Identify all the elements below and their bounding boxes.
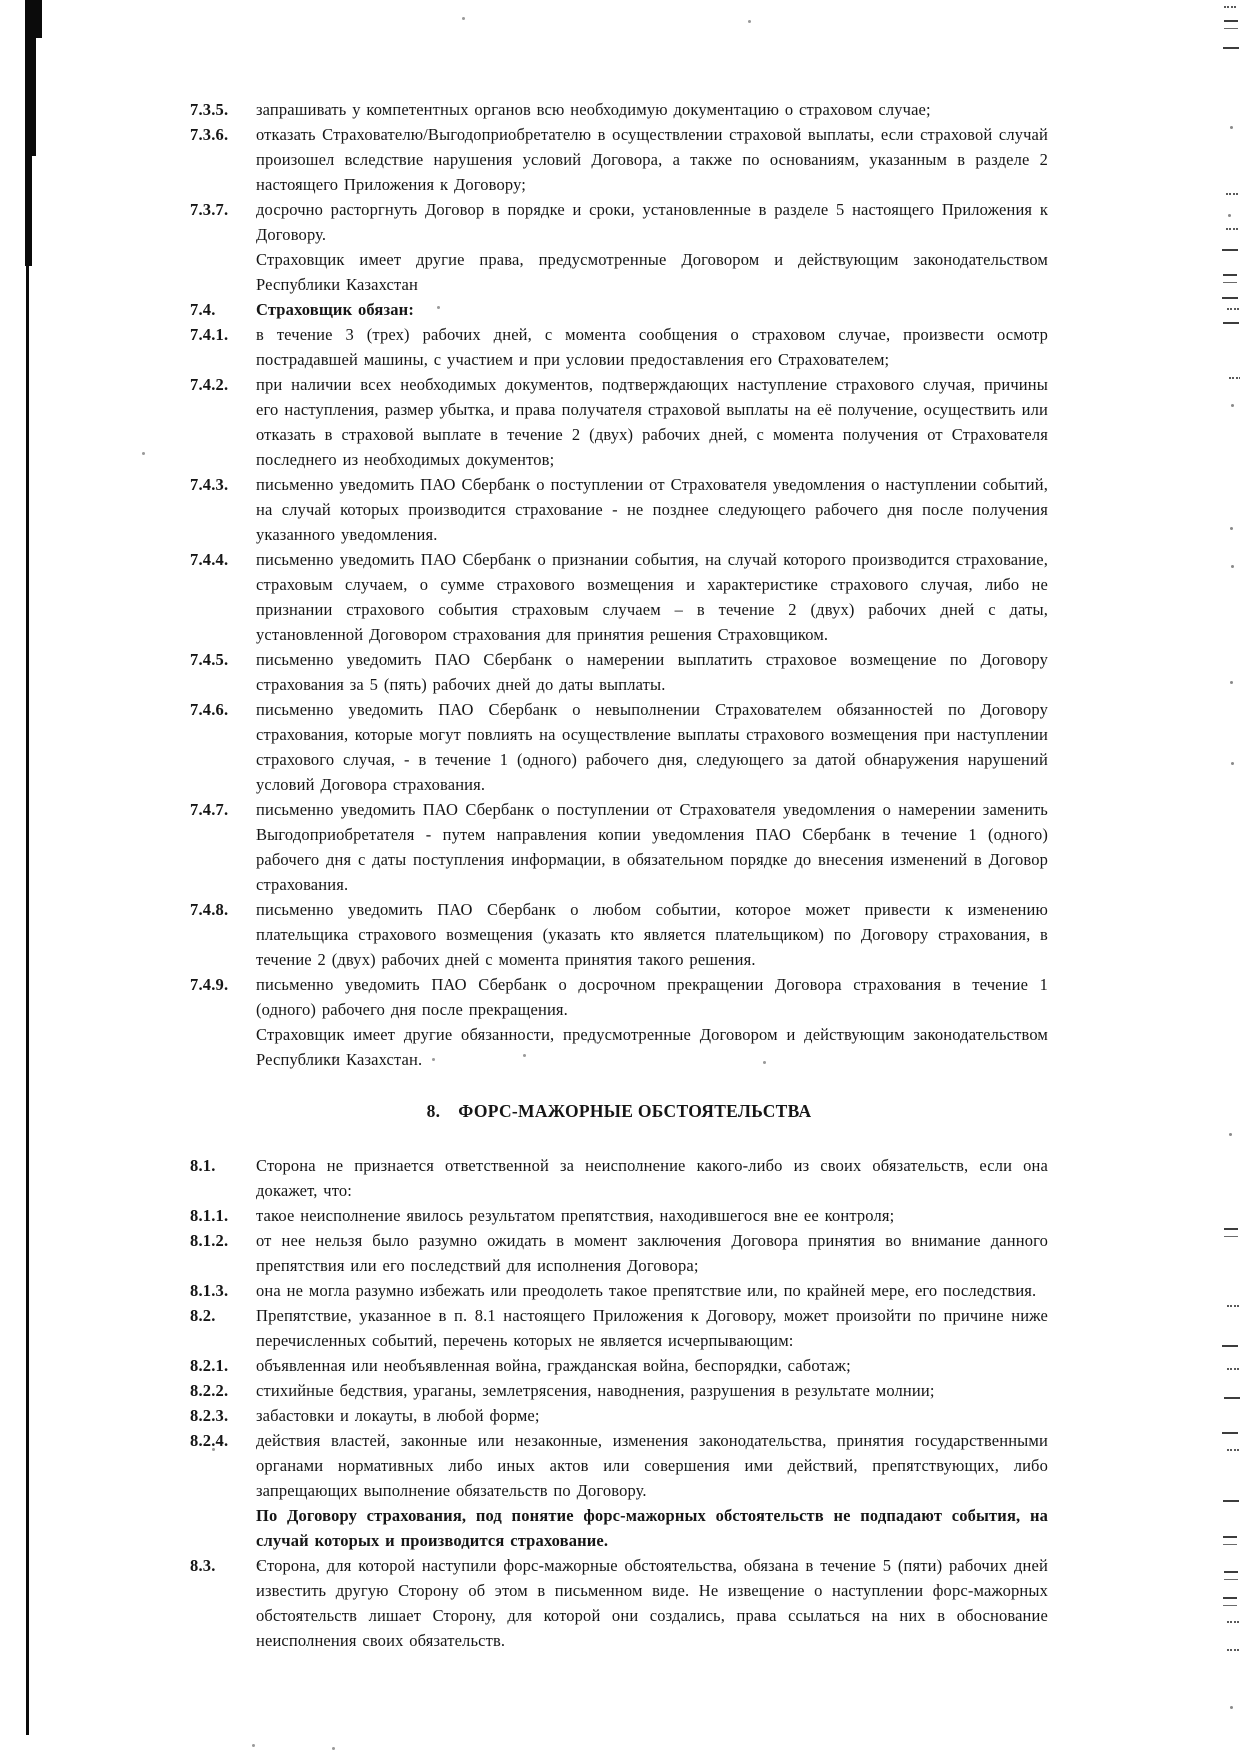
clause-body: [256, 1153, 1048, 1203]
clause-body: [256, 697, 1048, 797]
clause-row: [190, 1228, 1048, 1278]
clause-number: 7.4.9.: [190, 975, 229, 994]
margin-tick-artifact: [1230, 126, 1233, 129]
margin-tick-artifact: [1222, 1432, 1238, 1434]
margin-tick-artifact: [1227, 1305, 1239, 1307]
clause-text: досрочно расторгнуть Договор в порядке и сроки, установленные в разделе 5 настоящего Приложения к Договору.: [256, 200, 1048, 244]
margin-tick-artifact: [1227, 1621, 1239, 1623]
clause-text: Сторона не признается ответственной за неисполнение какого-либо из своих обязательств, если она докажет, что:: [256, 1156, 1048, 1200]
clause-text: от нее нельзя было разумно ожидать в момент заключения Договора принятия во внимание данного препятствия или его последствий для исполнения Договора;: [256, 1231, 1048, 1275]
clause-text: при наличии всех необходимых документов, подтверждающих наступление страхового случая, причины его наступления, размер убытка, и права получателя страховой выплаты на её получение, осуществить или отказать в страховой выплате в течение 2 (двух) рабочих дней, с момента получения от Страхователя последнего из необходимых документов;: [256, 375, 1048, 469]
clause-body: [256, 297, 1048, 322]
speckle-artifact: [332, 1747, 335, 1750]
margin-tick-artifact: [1229, 377, 1240, 379]
clause-body: [256, 647, 1048, 697]
speckle-artifact: [142, 452, 145, 455]
clause-row: [190, 1278, 1048, 1303]
clause-number: 8.1.1.: [190, 1206, 229, 1225]
clause-number: 8.2.3.: [190, 1406, 229, 1425]
clauses-section-7: [190, 97, 1048, 1072]
clause-text: Сторона, для которой наступили форс-мажорные обстоятельства, обязана в течение 5 (пяти) рабочих дней известить другую Сторону об этом в письменном виде. Не извещение о наступлении форс-мажорных обстоятельств лишает Сторону, для которой они создались, права ссылаться на них в обоснование неисполнения своих обязательств.: [256, 1556, 1048, 1650]
margin-tick-artifact: [1230, 681, 1233, 684]
margin-tick-artifact: [1223, 274, 1237, 283]
clause-row: [190, 297, 1048, 322]
clause-row: [190, 1428, 1048, 1553]
clause-body: [256, 897, 1048, 972]
margin-tick-artifact: [1223, 1597, 1237, 1606]
speckle-artifact: [252, 1744, 255, 1747]
clause-number: 7.4.1.: [190, 325, 229, 344]
clause-number: 7.3.7.: [190, 200, 229, 219]
clause-text: Препятствие, указанное в п. 8.1 настоящего Приложения к Договору, может произойти по причине ниже перечисленных событий, перечень которых не является исчерпывающим:: [256, 1306, 1048, 1350]
margin-tick-artifact: [1223, 1536, 1237, 1545]
clause-body: [256, 797, 1048, 897]
clause-body: [256, 372, 1048, 472]
clause-number: 8.2.1.: [190, 1356, 229, 1375]
margin-tick-artifact: [1223, 1500, 1239, 1502]
clause-row: [190, 1553, 1048, 1653]
clause-continuation: По Договору страхования, под понятие форс-мажорных обстоятельств не подпадают события, на случай которых и производится страхование.: [256, 1506, 1048, 1550]
clause-row: [190, 122, 1048, 197]
margin-tick-artifact: [1228, 214, 1231, 217]
clause-body: [256, 122, 1048, 197]
document-body: [190, 97, 1048, 1653]
clause-number: 7.4.: [190, 300, 216, 319]
clause-row: [190, 647, 1048, 697]
clause-row: [190, 1403, 1048, 1428]
clause-number: 8.1.2.: [190, 1231, 229, 1250]
margin-tick-artifact: [1224, 20, 1238, 29]
clause-text: письменно уведомить ПАО Сбербанк о любом событии, которое может привести к изменению плательщика страхового возмещения (указать кто является плательщиком) по Договору страхования, в течение 2 (двух) рабочих дней с момента принятия такого решения.: [256, 900, 1048, 969]
clause-text: письменно уведомить ПАО Сбербанк о признании события, на случай которого производится страхование, страховым случаем, о сумме страхового возмещения и характеристике страхового случая, либо не признании страхового события страховым случаем – в течение 2 (двух) рабочих дней с даты, установленной Договором страхования для принятия решения Страховщиком.: [256, 550, 1048, 644]
clause-body: [256, 472, 1048, 547]
clause-body: [256, 547, 1048, 647]
clause-text: письменно уведомить ПАО Сбербанк о поступлении от Страхователя уведомления о намерении заменить Выгодоприобретателя - путем направления копии уведомления ПАО Сбербанк в течение 1 (одного) рабочего дня с даты поступления информации, в обязательном порядке до внесения изменений в Договор страхования.: [256, 800, 1048, 894]
clause-body: [256, 1378, 1048, 1403]
clause-row: [190, 1303, 1048, 1353]
margin-tick-artifact: [1231, 565, 1234, 568]
clause-row: [190, 197, 1048, 297]
clause-row: [190, 697, 1048, 797]
clause-number: 8.3.: [190, 1556, 216, 1575]
margin-tick-artifact: [1223, 47, 1239, 49]
clause-number: 7.4.3.: [190, 475, 229, 494]
margin-tick-artifact: [1224, 1397, 1240, 1399]
clause-number: 7.3.5.: [190, 100, 229, 119]
clause-body: [256, 1428, 1048, 1553]
clause-row: [190, 1203, 1048, 1228]
clause-number: 7.4.6.: [190, 700, 229, 719]
clause-number: 7.4.4.: [190, 550, 229, 569]
clause-body: [256, 1403, 1048, 1428]
clause-row: [190, 472, 1048, 547]
clause-row: [190, 797, 1048, 897]
margin-tick-artifact: [1226, 228, 1238, 230]
clause-text: такое неисполнение явилось результатом препятствия, находившегося вне ее контроля;: [256, 1206, 895, 1225]
clause-text: стихийные бедствия, ураганы, землетрясения, наводнения, разрушения в результате молнии;: [256, 1381, 935, 1400]
clause-text: объявленная или необъявленная война, гражданская война, беспорядки, саботаж;: [256, 1356, 851, 1375]
clause-number: 8.1.: [190, 1156, 216, 1175]
clause-text: Страховщик обязан:: [256, 300, 414, 319]
margin-tick-artifact: [1227, 1368, 1239, 1370]
margin-tick-artifact: [1227, 1449, 1239, 1451]
speckle-artifact: [748, 20, 751, 23]
section-8-number: 8.: [426, 1101, 441, 1121]
clause-body: [256, 197, 1048, 297]
margin-tick-artifact: [1231, 404, 1234, 407]
clause-body: [256, 1278, 1048, 1303]
clause-number: 8.2.: [190, 1306, 216, 1325]
margin-tick-artifact: [1227, 1649, 1239, 1651]
margin-tick-artifact: [1226, 193, 1238, 195]
clause-body: [256, 1203, 1048, 1228]
clause-row: [190, 372, 1048, 472]
margin-tick-artifact: [1230, 527, 1233, 530]
margin-tick-artifact: [1222, 1345, 1238, 1347]
clause-row: [190, 1153, 1048, 1203]
clause-text: письменно уведомить ПАО Сбербанк о поступлении от Страхователя уведомления о наступлении событий, на случай которых производится страхование - не позднее следующего рабочего дня после получения указанного уведомления.: [256, 475, 1048, 544]
speckle-artifact: [462, 17, 465, 20]
clause-body: [256, 972, 1048, 1072]
clause-number: 7.4.5.: [190, 650, 229, 669]
clause-text: действия властей, законные или незаконные, изменения законодательства, принятия государственными органами нормативных либо иных актов или совершения ими действий, препятствующих, либо запрещающих выполнение обязательств по Договору.: [256, 1431, 1048, 1500]
section-8-heading: [190, 1099, 1048, 1124]
clause-text: письменно уведомить ПАО Сбербанк о намерении выплатить страховое возмещение по Договору страхования за 5 (пять) рабочих дней до даты выплаты.: [256, 650, 1048, 694]
clause-number: 8.2.2.: [190, 1381, 229, 1400]
scan-edge-artifact: [26, 0, 29, 1735]
clause-body: [256, 1303, 1048, 1353]
clause-number: 8.1.3.: [190, 1281, 229, 1300]
clause-body: [256, 1353, 1048, 1378]
clause-body: [256, 322, 1048, 372]
clause-text: забастовки и локауты, в любой форме;: [256, 1406, 540, 1425]
margin-tick-artifact: [1224, 1228, 1238, 1237]
clause-row: [190, 547, 1048, 647]
clauses-section-8: [190, 1153, 1048, 1653]
clause-body: [256, 1228, 1048, 1278]
clause-row: [190, 897, 1048, 972]
clause-row: [190, 1353, 1048, 1378]
clause-body: [256, 1553, 1048, 1653]
margin-tick-artifact: [1227, 308, 1239, 310]
clause-text: она не могла разумно избежать или преодолеть такое препятствие или, по крайней мере, его последствия.: [256, 1281, 1037, 1300]
margin-tick-artifact: [1230, 1706, 1233, 1709]
clause-text: письменно уведомить ПАО Сбербанк о невыполнении Страхователем обязанностей по Договору страхования, которые могут повлиять на осуществление выплаты страхового возмещения при наступлении страхового случая, - в течение 1 (одного) рабочего дня, следующего за датой обнаружения нарушений условий Договора страхования.: [256, 700, 1048, 794]
clause-continuation: Страховщик имеет другие права, предусмотренные Договором и действующим законодательством Республики Казахстан: [256, 250, 1048, 294]
clause-body: [256, 97, 1048, 122]
clause-text: в течение 3 (трех) рабочих дней, с момента сообщения о страховом случае, произвести осмотр пострадавшей машины, с участием и при условии предоставления его Страхователем;: [256, 325, 1048, 369]
clause-row: [190, 322, 1048, 372]
clause-number: 7.4.8.: [190, 900, 229, 919]
margin-tick-artifact: [1229, 1133, 1232, 1136]
clause-row: [190, 972, 1048, 1072]
margin-tick-artifact: [1222, 297, 1238, 299]
clause-text: запрашивать у компетентных органов всю необходимую документацию о страховом случае;: [256, 100, 931, 119]
clause-number: 7.3.6.: [190, 125, 229, 144]
clause-number: 8.2.4.: [190, 1431, 229, 1450]
margin-tick-artifact: [1224, 1571, 1238, 1580]
clause-row: [190, 1378, 1048, 1403]
clause-text: отказать Страхователю/Выгодоприобретателю в осуществлении страховой выплаты, если страховой случай произошел вследствие нарушения условий Договора, а также по основаниям, указанным в разделе 2 настоящего Приложения к Договору;: [256, 125, 1048, 194]
clause-number: 7.4.2.: [190, 375, 229, 394]
margin-tick-artifact: [1223, 322, 1239, 324]
clause-continuation: Страховщик имеет другие обязанности, предусмотренные Договором и действующим законодательством Республики Казахстан.: [256, 1025, 1048, 1069]
section-8-title: ФОРС-МАЖОРНЫЕ ОБСТОЯТЕЛЬСТВА: [458, 1101, 812, 1121]
clause-text: письменно уведомить ПАО Сбербанк о досрочном прекращении Договора страхования в течение 1 (одного) рабочего дня после прекращения.: [256, 975, 1048, 1019]
margin-tick-artifact: [1224, 6, 1236, 8]
clause-number: 7.4.7.: [190, 800, 229, 819]
margin-tick-artifact: [1222, 249, 1238, 251]
clause-row: [190, 97, 1048, 122]
margin-tick-artifact: [1231, 762, 1234, 765]
